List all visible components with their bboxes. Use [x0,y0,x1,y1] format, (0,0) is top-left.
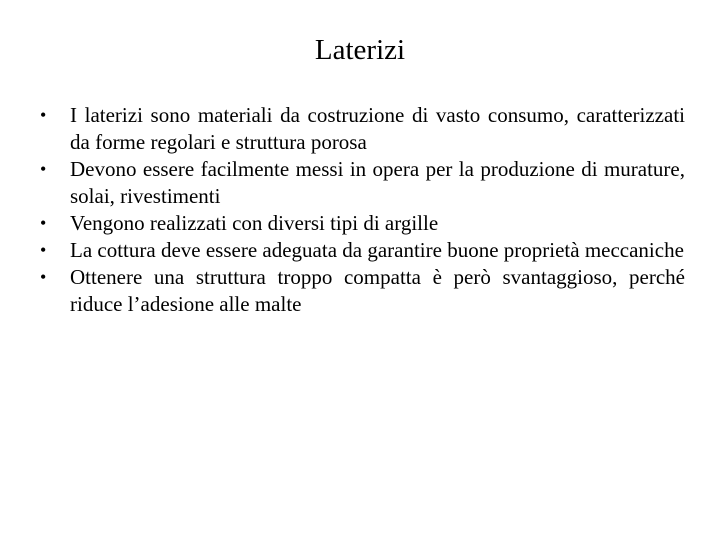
slide-title: Laterizi [314,34,406,66]
bullet-icon: • [40,267,47,287]
bullet-text: La cottura deve essere adeguata da garantire buone proprietà meccaniche [70,238,684,262]
bullet-text: Ottenere una struttura troppo compatta è però svantaggioso, perché riduce l’adesione alle malte [70,265,685,316]
bullet-item-2 [40,156,685,210]
bullet-item-1 [40,102,685,156]
bullet-item-4 [40,237,685,264]
bullet-text: I laterizi sono materiali da costruzione di vasto consumo, caratterizzati da forme regolari e struttura porosa [70,103,685,154]
bullet-text: Devono essere facilmente messi in opera per la produzione di murature, solai, rivestimenti [70,157,685,208]
bullet-text: Vengono realizzati con diversi tipi di argille [70,211,439,235]
bullet-item-3 [40,210,685,237]
bullet-icon: • [40,240,47,260]
bullet-item-5 [40,264,685,318]
bullet-list [40,102,685,318]
bullet-icon: • [40,105,47,125]
bullet-icon: • [40,159,47,179]
bullet-icon: • [40,213,47,233]
